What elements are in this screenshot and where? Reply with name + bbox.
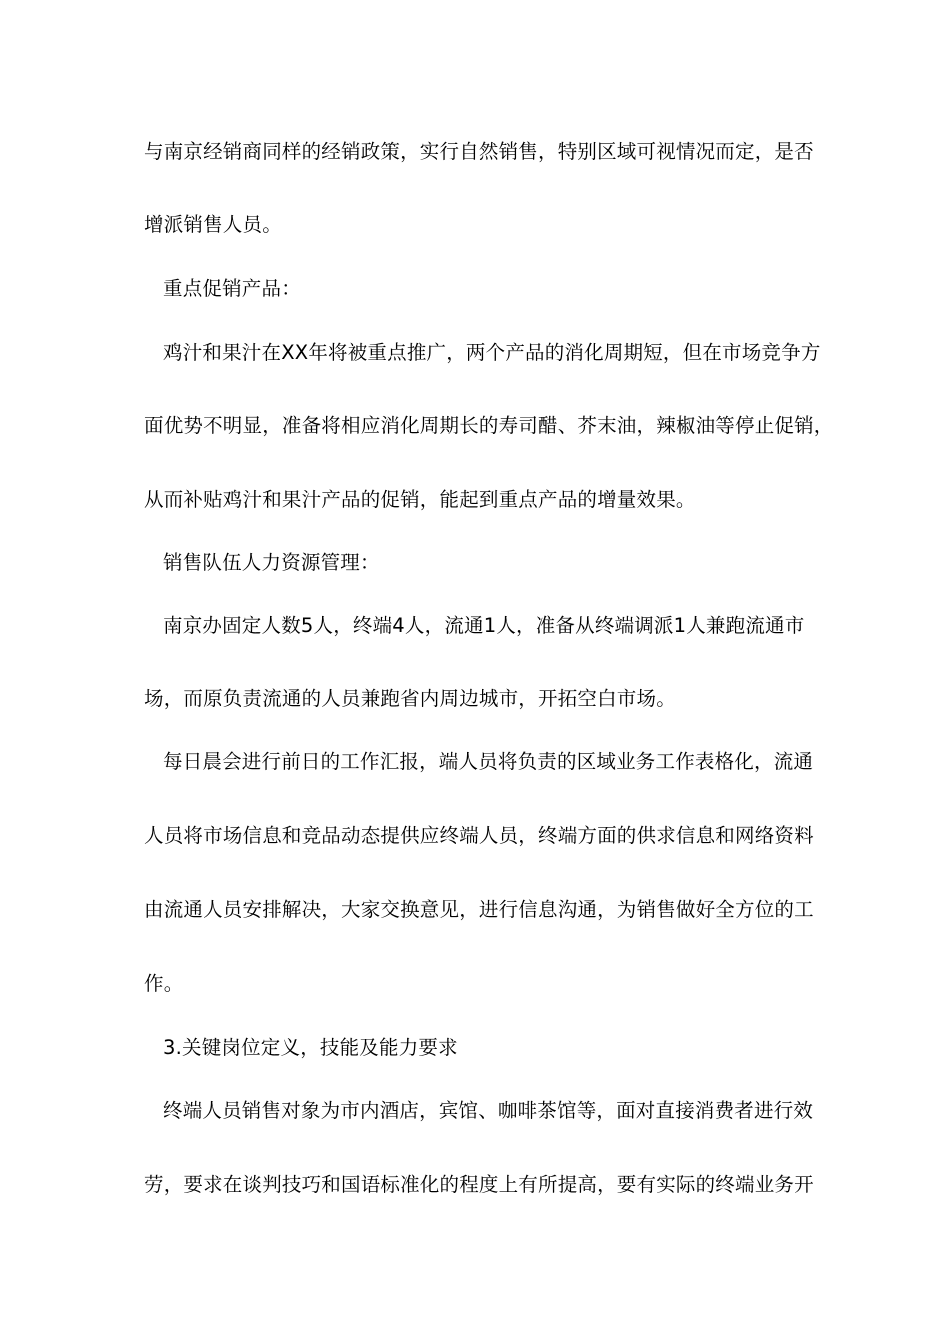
- paragraph-line: 终端人员销售对象为市内酒店，宾馆、咖啡茶馆等，面对直接消费者进行效: [163, 1099, 814, 1122]
- paragraph-line: 南京办固定人数5人，终端4人，流通1人，准备从终端调派1人兼跑流通市: [163, 614, 805, 637]
- section-heading: 销售队伍人力资源管理：: [163, 551, 380, 574]
- paragraph-line: 作。: [144, 972, 184, 995]
- paragraph-line: 场，而原负责流通的人员兼跑省内周边城市，开拓空白市场。: [144, 687, 676, 710]
- paragraph-line: 劳，要求在谈判技巧和国语标准化的程度上有所提高，要有实际的终端业务开: [144, 1173, 814, 1196]
- section-heading: 重点促销产品：: [163, 277, 301, 300]
- paragraph-line: 增派销售人员。: [144, 213, 282, 236]
- paragraph-line: 与南京经销商同样的经销政策，实行自然销售，特别区域可视情况而定，是否: [144, 140, 814, 163]
- paragraph-line: 面优势不明显，准备将相应消化周期长的寿司醋、芥末油，辣椒油等停止促销，: [144, 414, 834, 437]
- section-heading: 3.关键岗位定义，技能及能力要求: [163, 1036, 458, 1059]
- paragraph-line: 鸡汁和果汁在XX年将被重点推广，两个产品的消化周期短，但在市场竞争方: [163, 341, 821, 364]
- paragraph-line: 人员将市场信息和竞品动态提供应终端人员，终端方面的供求信息和网络资料: [144, 824, 814, 847]
- paragraph-line: 每日晨会进行前日的工作汇报，端人员将负责的区域业务工作表格化，流通: [163, 750, 814, 773]
- paragraph-line: 从而补贴鸡汁和果汁产品的促销，能起到重点产品的增量效果。: [144, 488, 696, 511]
- paragraph-line: 由流通人员安排解决，大家交换意见，进行信息沟通，为销售做好全方位的工: [144, 898, 814, 921]
